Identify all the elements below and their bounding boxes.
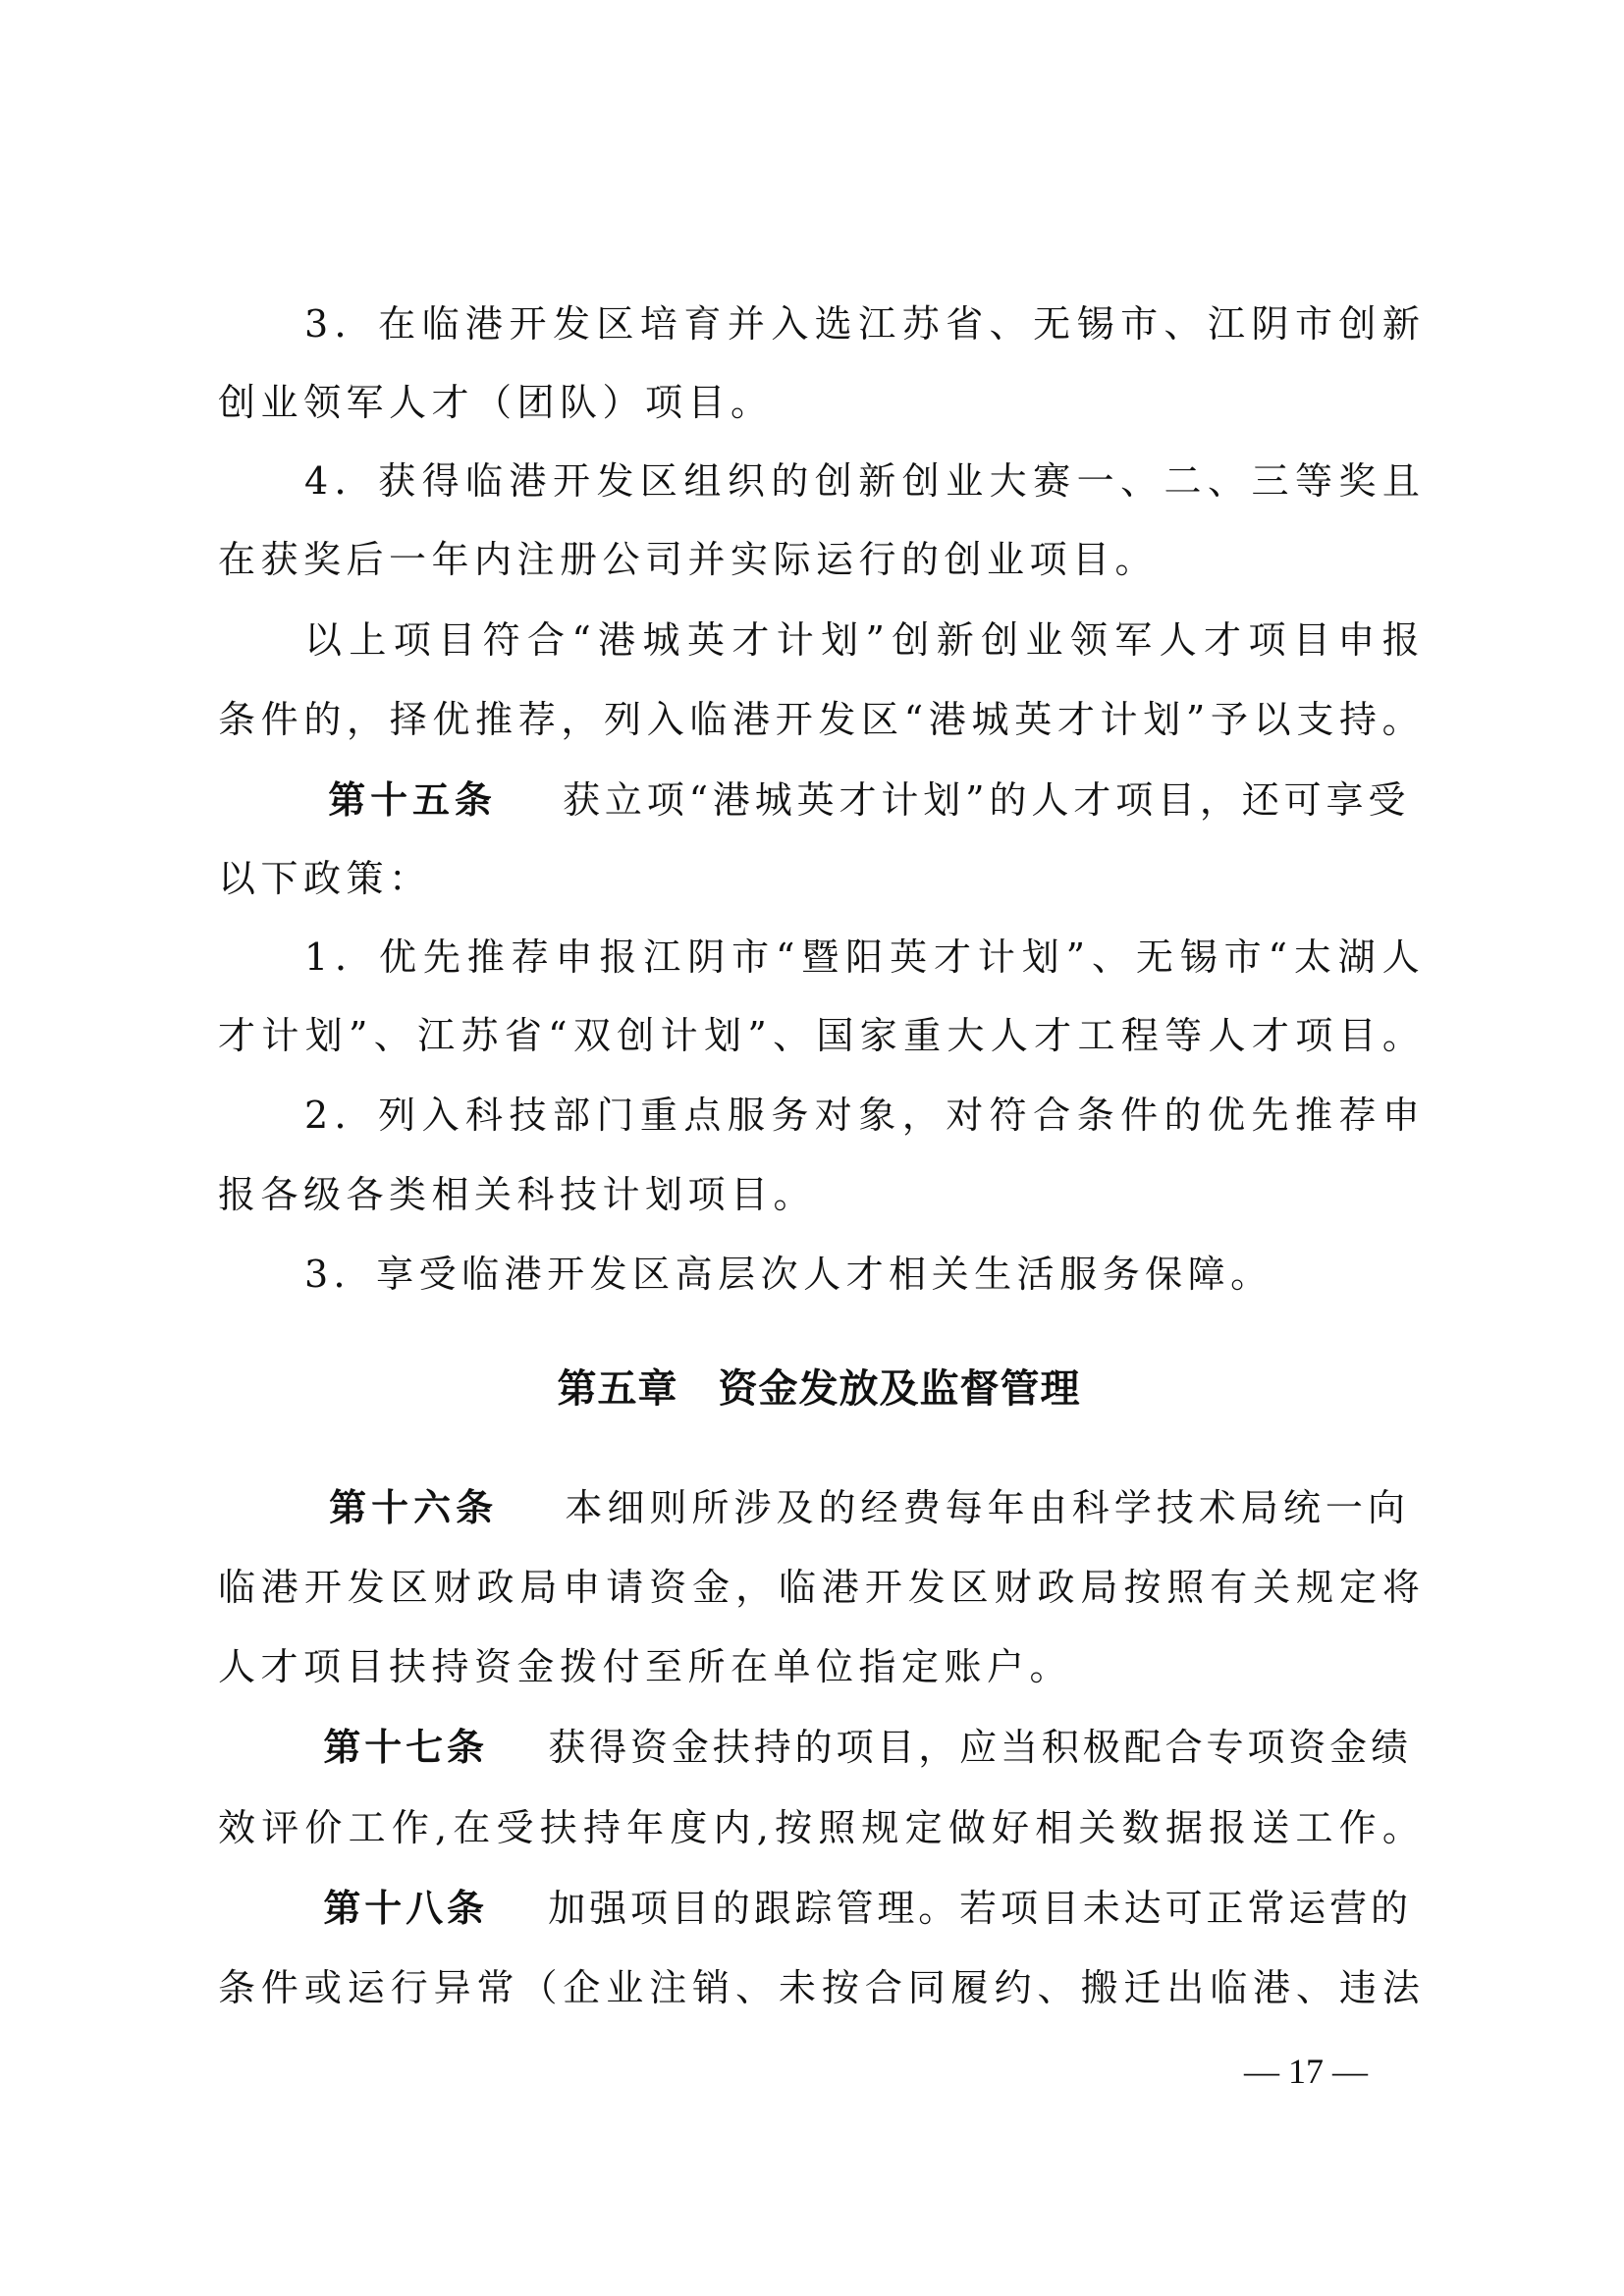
text-line: 条 件 的 ， 择 优 推 荐 ， 列 入 临 港 开 发 区 “ 港 城 英 才 计 划 ” 予 以 支 持 。 [218, 698, 1420, 741]
article-15-line: 第 十 五 条 获 立 项 “ 港 城 英 才 计 划 ” 的 人 才 项 目 ， 还 可 享 受 [328, 777, 1406, 822]
page-number: — 17 — [1244, 2052, 1368, 2091]
text-line: 1 ． 优 先 推 荐 申 报 江 阴 市 “ 暨 阳 英 才 计 划 ” 、 无 锡 市 “ 太 湖 人 [304, 935, 1420, 979]
text-line: 人才项目扶持资金拨付至所在单位指定账户。 [218, 1645, 1073, 1688]
text-line: 才 计 划 ” 、 江 苏 省 “ 双 创 计 划 ” 、 国 家 重 大 人 才 工 程 等 人 才 项 目 。 [218, 1014, 1420, 1057]
text-line: 2 ． 列 入 科 技 部 门 重 点 服 务 对 象 ， 对 符 合 条 件 的 优 先 推 荐 申 [304, 1094, 1420, 1137]
article-18-line: 第 十 八 条 加 强 项 目 的 跟 踪 管 理 。 若 项 目 未 达 可 正 常 运 营 的 [323, 1886, 1409, 1930]
text-line: 以下政策： [218, 857, 432, 900]
text-line: 3 ． 在 临 港 开 发 区 培 育 并 入 选 江 苏 省 、 无 锡 市 、 江 阴 市 创 新 [304, 302, 1420, 346]
text-line: 以 上 项 目 符 合 “ 港 城 英 才 计 划 ” 创 新 创 业 领 军 人 才 项 目 申 报 [304, 618, 1420, 662]
article-17-line: 第 十 七 条 获 得 资 金 扶 持 的 项 目 ， 应 当 积 极 配 合 专 项 资 金 绩 [323, 1725, 1409, 1769]
text-line: 效 评 价 工 作 , 在 受 扶 持 年 度 内 , 按 照 规 定 做 好 相 关 数 据 报 送 工 作 。 [218, 1806, 1420, 1849]
text-line: 4 ． 获 得 临 港 开 发 区 组 织 的 创 新 创 业 大 赛 一 、 二 、 三 等 奖 且 [304, 459, 1420, 503]
text-line: 3．享受临港开发区高层次人才相关生活服务保障。 [304, 1253, 1273, 1296]
text-line: 创业领军人才（团队）项目。 [218, 381, 774, 424]
text-line: 临 港 开 发 区 财 政 局 申 请 资 金 ， 临 港 开 发 区 财 政 局 按 照 有 关 规 定 将 [218, 1566, 1420, 1609]
text-line: 报各级各类相关科技计划项目。 [218, 1173, 817, 1216]
text-line: 在获奖后一年内注册公司并实际运行的创业项目。 [218, 538, 1159, 581]
chapter-heading: 第五章 资金发放及监督管理 [557, 1366, 1081, 1412]
text-line: 条 件 或 运 行 异 常 （ 企 业 注 销 、 未 按 合 同 履 约 、 搬 迁 出 临 港 、 违 法 [218, 1966, 1420, 2009]
article-16-line: 第 十 六 条 本 细 则 所 涉 及 的 经 费 每 年 由 科 学 技 术 局 统 一 向 [329, 1485, 1405, 1529]
